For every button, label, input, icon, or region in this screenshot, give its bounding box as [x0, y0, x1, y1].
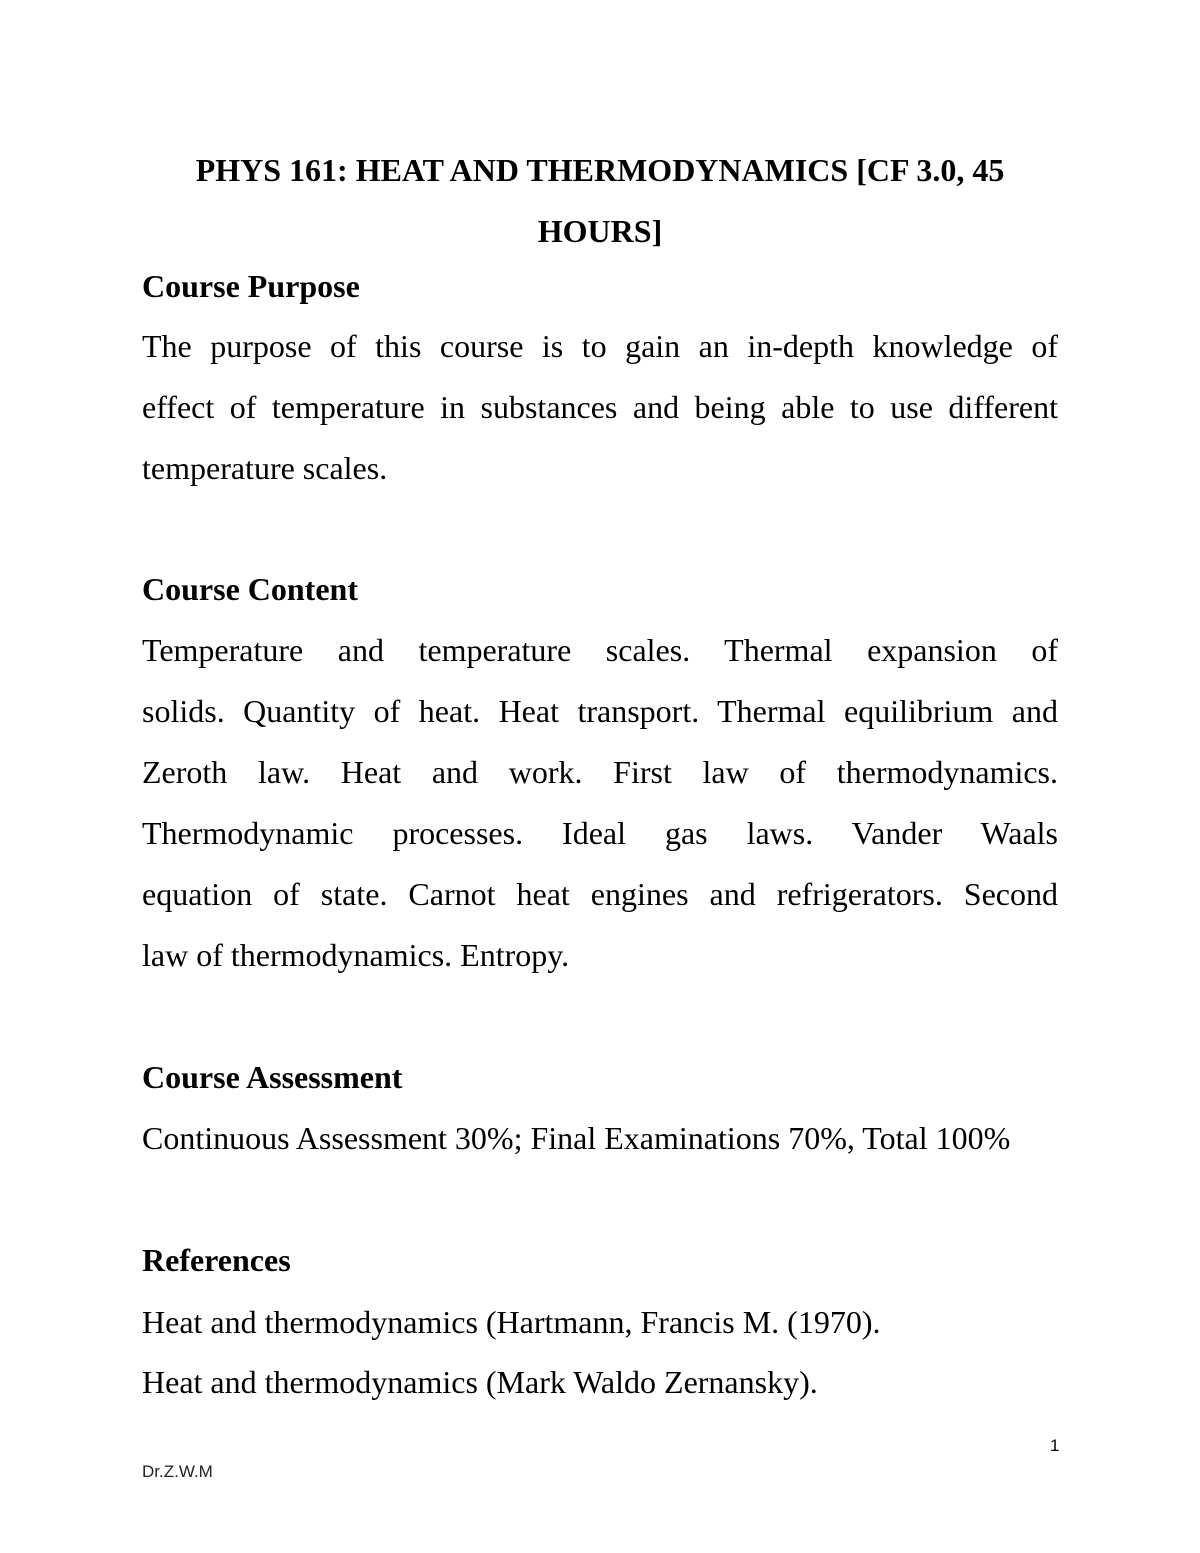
content-paragraph: [142, 620, 1058, 986]
purpose-line: The purpose of this course is to gain an in-depth knowledge of: [142, 328, 1058, 364]
content-line: solids. Quantity of heat. Heat transport. Thermal equilibrium and: [142, 693, 1058, 729]
assessment-heading: Course Assessment: [142, 1059, 403, 1095]
reference-item: Heat and thermodynamics (Hartmann, Francis M. (1970).: [142, 1304, 881, 1340]
footer-author: Dr.Z.W.M: [142, 1462, 213, 1481]
purpose-heading: Course Purpose: [142, 268, 360, 304]
assessment-text: Continuous Assessment 30%; Final Examinations 70%, Total 100%: [142, 1120, 1011, 1156]
content-line: Zeroth law. Heat and work. First law of thermodynamics.: [142, 754, 1058, 790]
purpose-line: effect of temperature in substances and being able to use different: [142, 389, 1058, 425]
content-line: law of thermodynamics. Entropy.: [142, 937, 570, 973]
reference-item: Heat and thermodynamics (Mark Waldo Zernansky).: [142, 1364, 818, 1400]
content-heading: Course Content: [142, 571, 358, 607]
purpose-paragraph: [142, 316, 1058, 499]
purpose-line: temperature scales.: [142, 450, 388, 486]
content-line: Temperature and temperature scales. Thermal expansion of: [142, 632, 1058, 668]
content-line: equation of state. Carnot heat engines and refrigerators. Second: [142, 876, 1058, 912]
references-heading: References: [142, 1242, 291, 1278]
page-number: 1: [1050, 1436, 1060, 1455]
course-title: PHYS 161: HEAT AND THERMODYNAMICS [CF 3.0, 45 HOURS]: [195, 152, 1005, 249]
content-line: Thermodynamic processes. Ideal gas laws. Vander Waals: [142, 815, 1058, 851]
